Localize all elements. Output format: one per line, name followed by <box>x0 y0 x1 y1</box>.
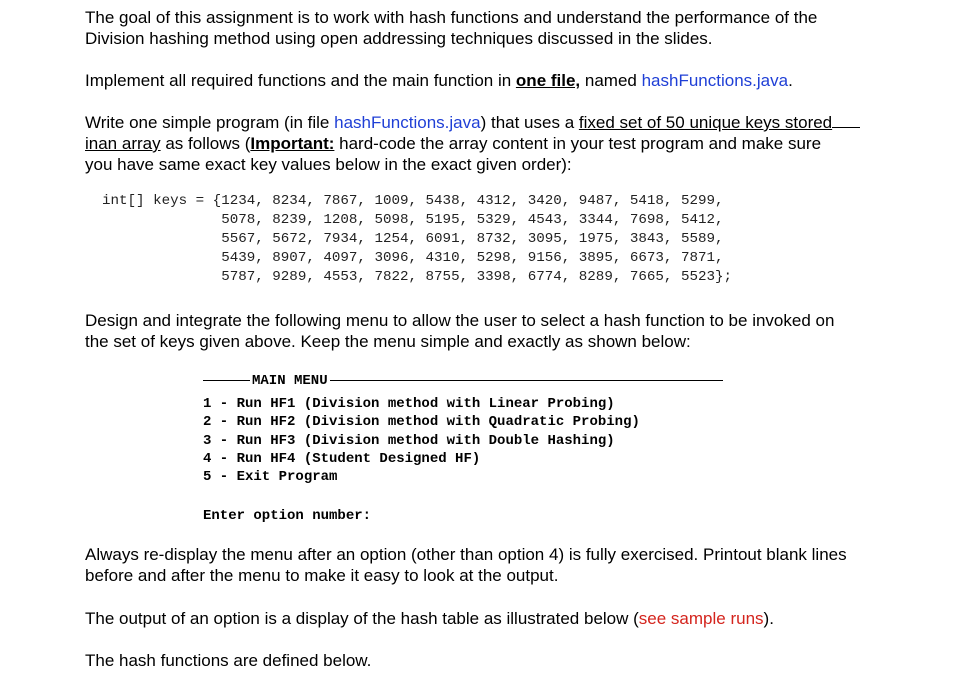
menu-options <box>203 395 640 486</box>
code-line: 5567, 5672, 7934, 1254, 6091, 8732, 3095, 1975, 3843, 5589, <box>102 231 724 247</box>
file-name-link[interactable]: hashFunctions.java <box>641 71 789 90</box>
menu-item: 1 - Run HF1 (Division method with Linear Probing) <box>203 396 615 412</box>
menu-item: 5 - Exit Program <box>203 469 338 486</box>
implement-text: Implement all required functions and the main function in <box>85 71 516 90</box>
implement-text-mid: named <box>580 71 642 90</box>
write-text-3: as follows ( <box>160 134 251 153</box>
keys-code-block <box>102 192 732 287</box>
in-an-array-underlined: inan array <box>85 134 161 153</box>
underline-extension <box>832 113 860 128</box>
file-name-link-2[interactable]: hashFunctions.java <box>334 113 481 132</box>
menu-item: 2 - Run HF2 (Division method with Quadratic Probing) <box>203 414 640 431</box>
write-paragraph <box>85 112 905 175</box>
output-paragraph <box>85 608 905 629</box>
sample-runs-link[interactable]: see sample runs <box>638 609 764 628</box>
menu-title: MAIN MENU <box>252 373 328 389</box>
design-line-1: Design and integrate the following menu to allow the user to select a hash function to be invoked on <box>85 311 835 330</box>
code-line: int[] keys = {1234, 8234, 7867, 1009, 5438, 4312, 3420, 9487, 5418, 5299, <box>102 193 724 209</box>
intro-line-2: Division hashing method using open addressing techniques discussed in the slides. <box>85 29 713 48</box>
output-text: The output of an option is a display of the hash table as illustrated below ( <box>85 609 639 628</box>
fixed-set-underlined: fixed set of 50 unique keys stored <box>578 113 833 132</box>
always-paragraph <box>85 544 905 586</box>
write-text-2: ) that uses a <box>480 113 579 132</box>
intro-paragraph <box>85 7 905 49</box>
one-file-emphasis: one file, <box>515 71 581 90</box>
design-paragraph <box>85 310 905 352</box>
design-line-2: the set of keys given above. Keep the menu simple and exactly as shown below: <box>85 332 691 351</box>
write-text-5: you have same exact key values below in the exact given order): <box>85 155 572 174</box>
always-line-2: before and after the menu to make it easy to look at the output. <box>85 566 559 585</box>
implement-paragraph <box>85 70 905 91</box>
write-text-1: Write one simple program (in file <box>85 113 335 132</box>
intro-line-1: The goal of this assignment is to work with hash functions and understand the performance of the <box>85 8 818 27</box>
menu-item: 4 - Run HF4 (Student Designed HF) <box>203 450 481 467</box>
implement-text-end: . <box>788 71 793 90</box>
code-line: 5439, 8907, 4097, 3096, 4310, 5298, 9156, 3895, 6673, 7871, <box>102 250 724 266</box>
always-line-1: Always re-display the menu after an option (other than option 4) is fully exercised. Printout blank lines <box>85 545 847 564</box>
menu-prompt: Enter option number: <box>203 508 372 524</box>
code-line: 5787, 9289, 4553, 7822, 8755, 3398, 6774, 8289, 7665, 5523}; <box>102 269 733 285</box>
output-text-end: ). <box>763 609 774 628</box>
write-text-4: hard-code the array content in your test program and make sure <box>334 134 822 153</box>
code-line: 5078, 8239, 1208, 5098, 5195, 5329, 4543, 3344, 7698, 5412, <box>102 212 724 228</box>
hash-def-paragraph: The hash functions are defined below. <box>85 651 372 670</box>
menu-item: 3 - Run HF3 (Division method with Double Hashing) <box>203 432 615 449</box>
important-label: Important: <box>250 134 335 153</box>
